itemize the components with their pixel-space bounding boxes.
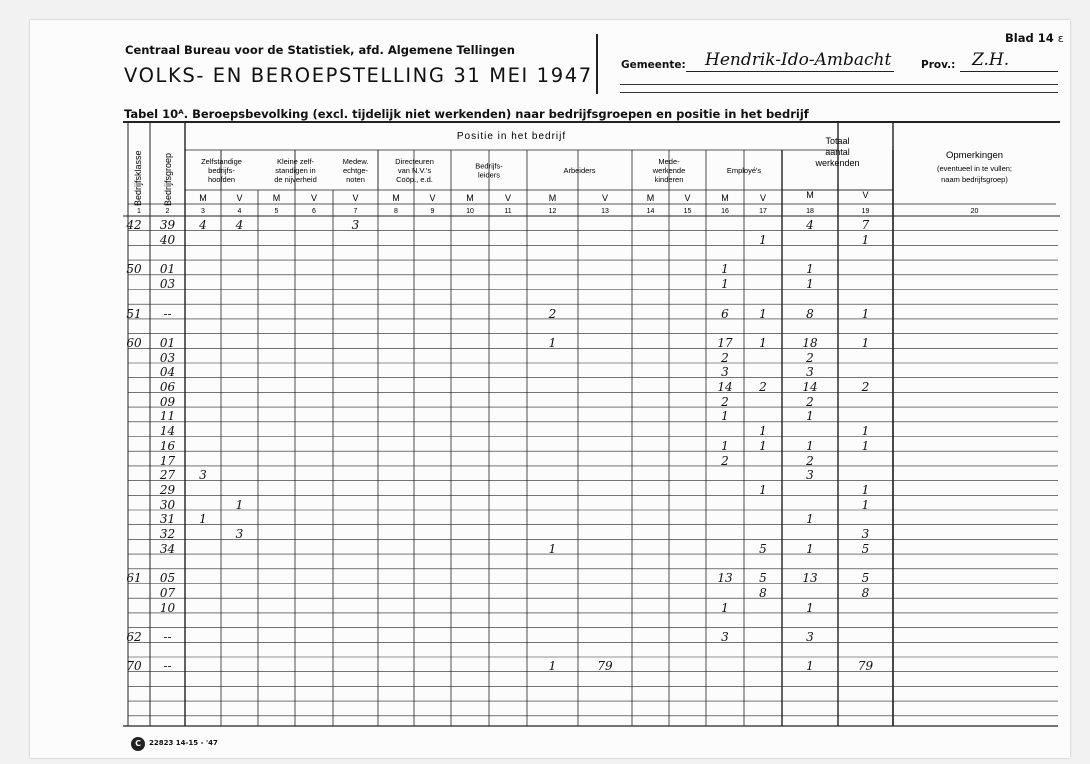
count-entry: 3 — [721, 629, 729, 644]
groep-entry: 32 — [159, 527, 176, 542]
count-entry: 13 — [802, 571, 818, 586]
organization-line: Centraal Bureau voor de Statistiek, afd. Algemene Tellingen — [125, 43, 515, 57]
count-entry: 2 — [721, 350, 729, 365]
sex-subheader: V — [429, 193, 436, 203]
klasse-entry: 50 — [126, 262, 142, 277]
group-label: Medew. — [342, 157, 369, 166]
count-entry: 8 — [759, 585, 767, 600]
column-number: 12 — [548, 208, 557, 215]
group-label: hoofden — [207, 175, 236, 184]
count-entry: 1 — [721, 438, 729, 453]
sex-subheader: M — [721, 193, 729, 203]
column-number: 8 — [394, 208, 398, 215]
count-entry: 1 — [806, 262, 814, 277]
group-label: echtge- — [342, 166, 369, 175]
column-number: 3 — [201, 208, 205, 215]
groep-entry: 04 — [159, 365, 176, 380]
column-number: 5 — [274, 208, 279, 215]
count-entry: 14 — [717, 380, 733, 395]
count-entry: 1 — [759, 306, 767, 321]
totaal-label: werkenden — [815, 158, 860, 168]
sex-subheader: V — [862, 190, 869, 200]
count-entry: 4 — [199, 218, 207, 233]
column-number: 19 — [861, 208, 870, 215]
count-entry: 5 — [759, 571, 767, 586]
gemeente-label: Gemeente: — [621, 59, 686, 71]
count-entry: 1 — [548, 541, 557, 556]
count-entry: 1 — [548, 659, 557, 674]
column-number: 16 — [721, 208, 729, 215]
count-entry: 1 — [861, 335, 870, 350]
groep-entry: -- — [163, 629, 172, 644]
count-entry: 2 — [806, 394, 814, 409]
cbs-stamp-icon: C — [131, 737, 145, 751]
count-entry: 5 — [759, 541, 767, 556]
column-number: 17 — [759, 208, 767, 215]
groep-entry: 01 — [159, 335, 176, 350]
count-entry: 2 — [806, 350, 814, 365]
group-label: Directeuren — [395, 157, 434, 166]
klasse-entry: 70 — [126, 659, 142, 674]
groep-entry: -- — [163, 306, 172, 321]
column-number: 11 — [504, 208, 512, 215]
column-number: 14 — [646, 208, 655, 215]
column-number: 18 — [806, 208, 814, 215]
count-entry: 1 — [235, 497, 244, 512]
opmerkingen-label: (eventueel in te vullen; — [936, 164, 1013, 173]
groep-entry: 17 — [159, 453, 176, 468]
count-entry: 3 — [235, 527, 244, 542]
count-entry: 1 — [721, 409, 729, 424]
groep-entry: 39 — [159, 218, 176, 233]
count-entry: 2 — [806, 453, 814, 468]
count-entry: 7 — [861, 218, 870, 233]
count-entry: 79 — [597, 659, 613, 674]
groep-entry: 14 — [159, 424, 176, 439]
klasse-entry: 60 — [126, 335, 142, 350]
count-entry: 3 — [199, 468, 207, 483]
count-entry: 1 — [199, 512, 207, 527]
count-entry: 5 — [861, 571, 870, 586]
column-number: 4 — [237, 208, 242, 215]
groep-entry: 31 — [159, 512, 176, 527]
sex-subheader: V — [684, 193, 691, 203]
count-entry: 1 — [759, 482, 767, 497]
census-title: VOLKS- EN BEROEPSTELLING 31 MEI 1947 — [124, 64, 593, 87]
count-entry: 1 — [861, 438, 870, 453]
group-label: kinderen — [654, 175, 684, 184]
count-entry: 1 — [806, 659, 814, 674]
count-entry: 3 — [806, 365, 814, 380]
count-entry: 1 — [759, 335, 767, 350]
count-entry: 3 — [721, 365, 729, 380]
groep-entry: 10 — [159, 600, 176, 615]
count-entry: 1 — [806, 512, 814, 527]
klasse-entry: 61 — [126, 571, 142, 586]
groep-entry: 34 — [159, 541, 176, 556]
count-entry: 1 — [861, 424, 870, 439]
sheet-number: Blad 14 ε — [1005, 31, 1064, 45]
bedrijfsgroep-header: Bedrijfsgroep — [163, 152, 173, 206]
count-entry: 8 — [861, 585, 870, 600]
groep-entry: 06 — [159, 380, 176, 395]
count-entry: 2 — [548, 306, 557, 321]
sex-subheader: M — [646, 193, 655, 203]
province-label: Prov.: — [921, 59, 956, 71]
count-entry: 1 — [721, 262, 729, 277]
klasse-entry: 62 — [126, 629, 142, 644]
opmerkingen-label: naam bedrijfsgroep) — [941, 175, 1008, 184]
column-number: 20 — [970, 208, 979, 215]
group-label: leiders — [477, 170, 501, 180]
groep-entry: 05 — [159, 571, 176, 586]
count-entry: 3 — [806, 468, 814, 483]
form-code: 22823 14-15 - '47 — [149, 739, 218, 747]
group-label: Arbeiders — [563, 166, 596, 175]
groep-entry: 16 — [159, 438, 176, 453]
groep-entry: 03 — [159, 277, 176, 292]
groep-entry: 30 — [159, 497, 176, 512]
groep-entry: 27 — [159, 468, 176, 483]
groep-entry: 40 — [159, 233, 176, 248]
opmerkingen-label: Opmerkingen — [945, 150, 1004, 161]
count-entry: 4 — [235, 218, 244, 233]
table-title: Tabel 10ᴬ. Beroepsbevolking (excl. tijdelijk niet werkenden) naar bedrijfsgroepen en positie in het bedrijf — [124, 107, 809, 121]
groep-entry: 07 — [159, 585, 176, 600]
gemeente-value: Hendrik-Ido-Ambacht — [705, 50, 892, 70]
count-entry: 1 — [861, 482, 870, 497]
count-entry: 18 — [802, 335, 818, 350]
group-label: Kleine zelf- — [276, 157, 315, 166]
groep-entry: -- — [163, 659, 172, 674]
count-entry: 2 — [721, 394, 729, 409]
sex-subheader: M — [392, 193, 400, 203]
group-label: Mede- — [658, 157, 680, 166]
groep-entry: 09 — [159, 394, 176, 409]
sex-subheader: M — [272, 193, 281, 203]
group-label: van N.V.'s — [397, 166, 432, 175]
sex-subheader: V — [504, 193, 512, 203]
count-entry: 1 — [759, 233, 767, 248]
sex-subheader: V — [310, 193, 318, 203]
group-label: standigen in — [275, 166, 316, 175]
group-label: Bedrijfs- — [475, 161, 503, 171]
sex-subheader: V — [601, 193, 609, 203]
count-entry: 4 — [806, 218, 814, 233]
count-entry: 1 — [861, 497, 870, 512]
klasse-entry: 51 — [126, 306, 142, 321]
column-number: 10 — [466, 208, 474, 215]
count-entry: 1 — [806, 600, 814, 615]
count-entry: 1 — [806, 277, 814, 292]
totaal-label: Totaal — [825, 136, 850, 146]
groep-entry: 01 — [159, 262, 176, 277]
count-entry: 1 — [721, 600, 729, 615]
count-entry: 1 — [806, 409, 814, 424]
count-entry: 1 — [759, 438, 767, 453]
count-entry: 2 — [721, 453, 729, 468]
group-label: de nijverheid — [274, 175, 317, 184]
sex-subheader: M — [806, 190, 814, 200]
sheet-number-mark: ε — [1057, 32, 1064, 45]
group-label: bedrijfs- — [208, 166, 235, 175]
groep-entry: 11 — [159, 409, 176, 424]
column-number: 15 — [683, 208, 692, 215]
count-entry: 5 — [861, 541, 870, 556]
group-label: noten — [346, 175, 365, 184]
column-number: 6 — [312, 208, 316, 215]
column-number: 13 — [601, 208, 609, 215]
group-label: werkende — [652, 166, 686, 175]
count-entry: 2 — [759, 380, 767, 395]
sex-subheader: M — [466, 193, 474, 203]
count-entry: 1 — [806, 438, 814, 453]
count-entry: 8 — [806, 306, 814, 321]
count-entry: 13 — [717, 571, 733, 586]
province-value: Z.H. — [972, 50, 1010, 70]
sex-subheader: V — [352, 193, 359, 203]
sex-subheader: V — [759, 193, 767, 203]
group-label: Employé's — [726, 166, 762, 175]
count-entry: 1 — [721, 277, 729, 292]
groep-entry: 29 — [159, 482, 176, 497]
klasse-entry: 42 — [126, 218, 142, 233]
count-entry: 3 — [351, 218, 360, 233]
sex-subheader: M — [199, 193, 207, 203]
count-entry: 1 — [548, 335, 557, 350]
column-number: 1 — [137, 208, 141, 215]
count-entry: 2 — [861, 380, 870, 395]
groep-entry: 03 — [159, 350, 176, 365]
count-entry: 3 — [861, 527, 870, 542]
totaal-label: aantal — [825, 147, 850, 157]
count-entry: 1 — [806, 541, 814, 556]
group-label: Coöp., e.d. — [396, 175, 433, 184]
count-entry: 3 — [806, 629, 814, 644]
positie-header: Positie in het bedrijf — [456, 131, 567, 142]
count-entry: 17 — [717, 335, 733, 350]
count-entry: 14 — [802, 380, 818, 395]
count-entry: 1 — [861, 306, 870, 321]
column-number: 7 — [353, 208, 358, 215]
sex-subheader: V — [236, 193, 243, 203]
group-label: Zelfstandige — [201, 157, 242, 166]
bedrijfsklasse-header: Bedrijfsklasse — [133, 150, 143, 206]
sex-subheader: M — [548, 193, 557, 203]
column-number: 2 — [165, 208, 170, 215]
count-entry: 79 — [857, 659, 874, 674]
column-number: 9 — [430, 208, 435, 215]
count-entry: 1 — [759, 424, 767, 439]
count-entry: 1 — [861, 233, 870, 248]
count-entry: 6 — [721, 306, 729, 321]
